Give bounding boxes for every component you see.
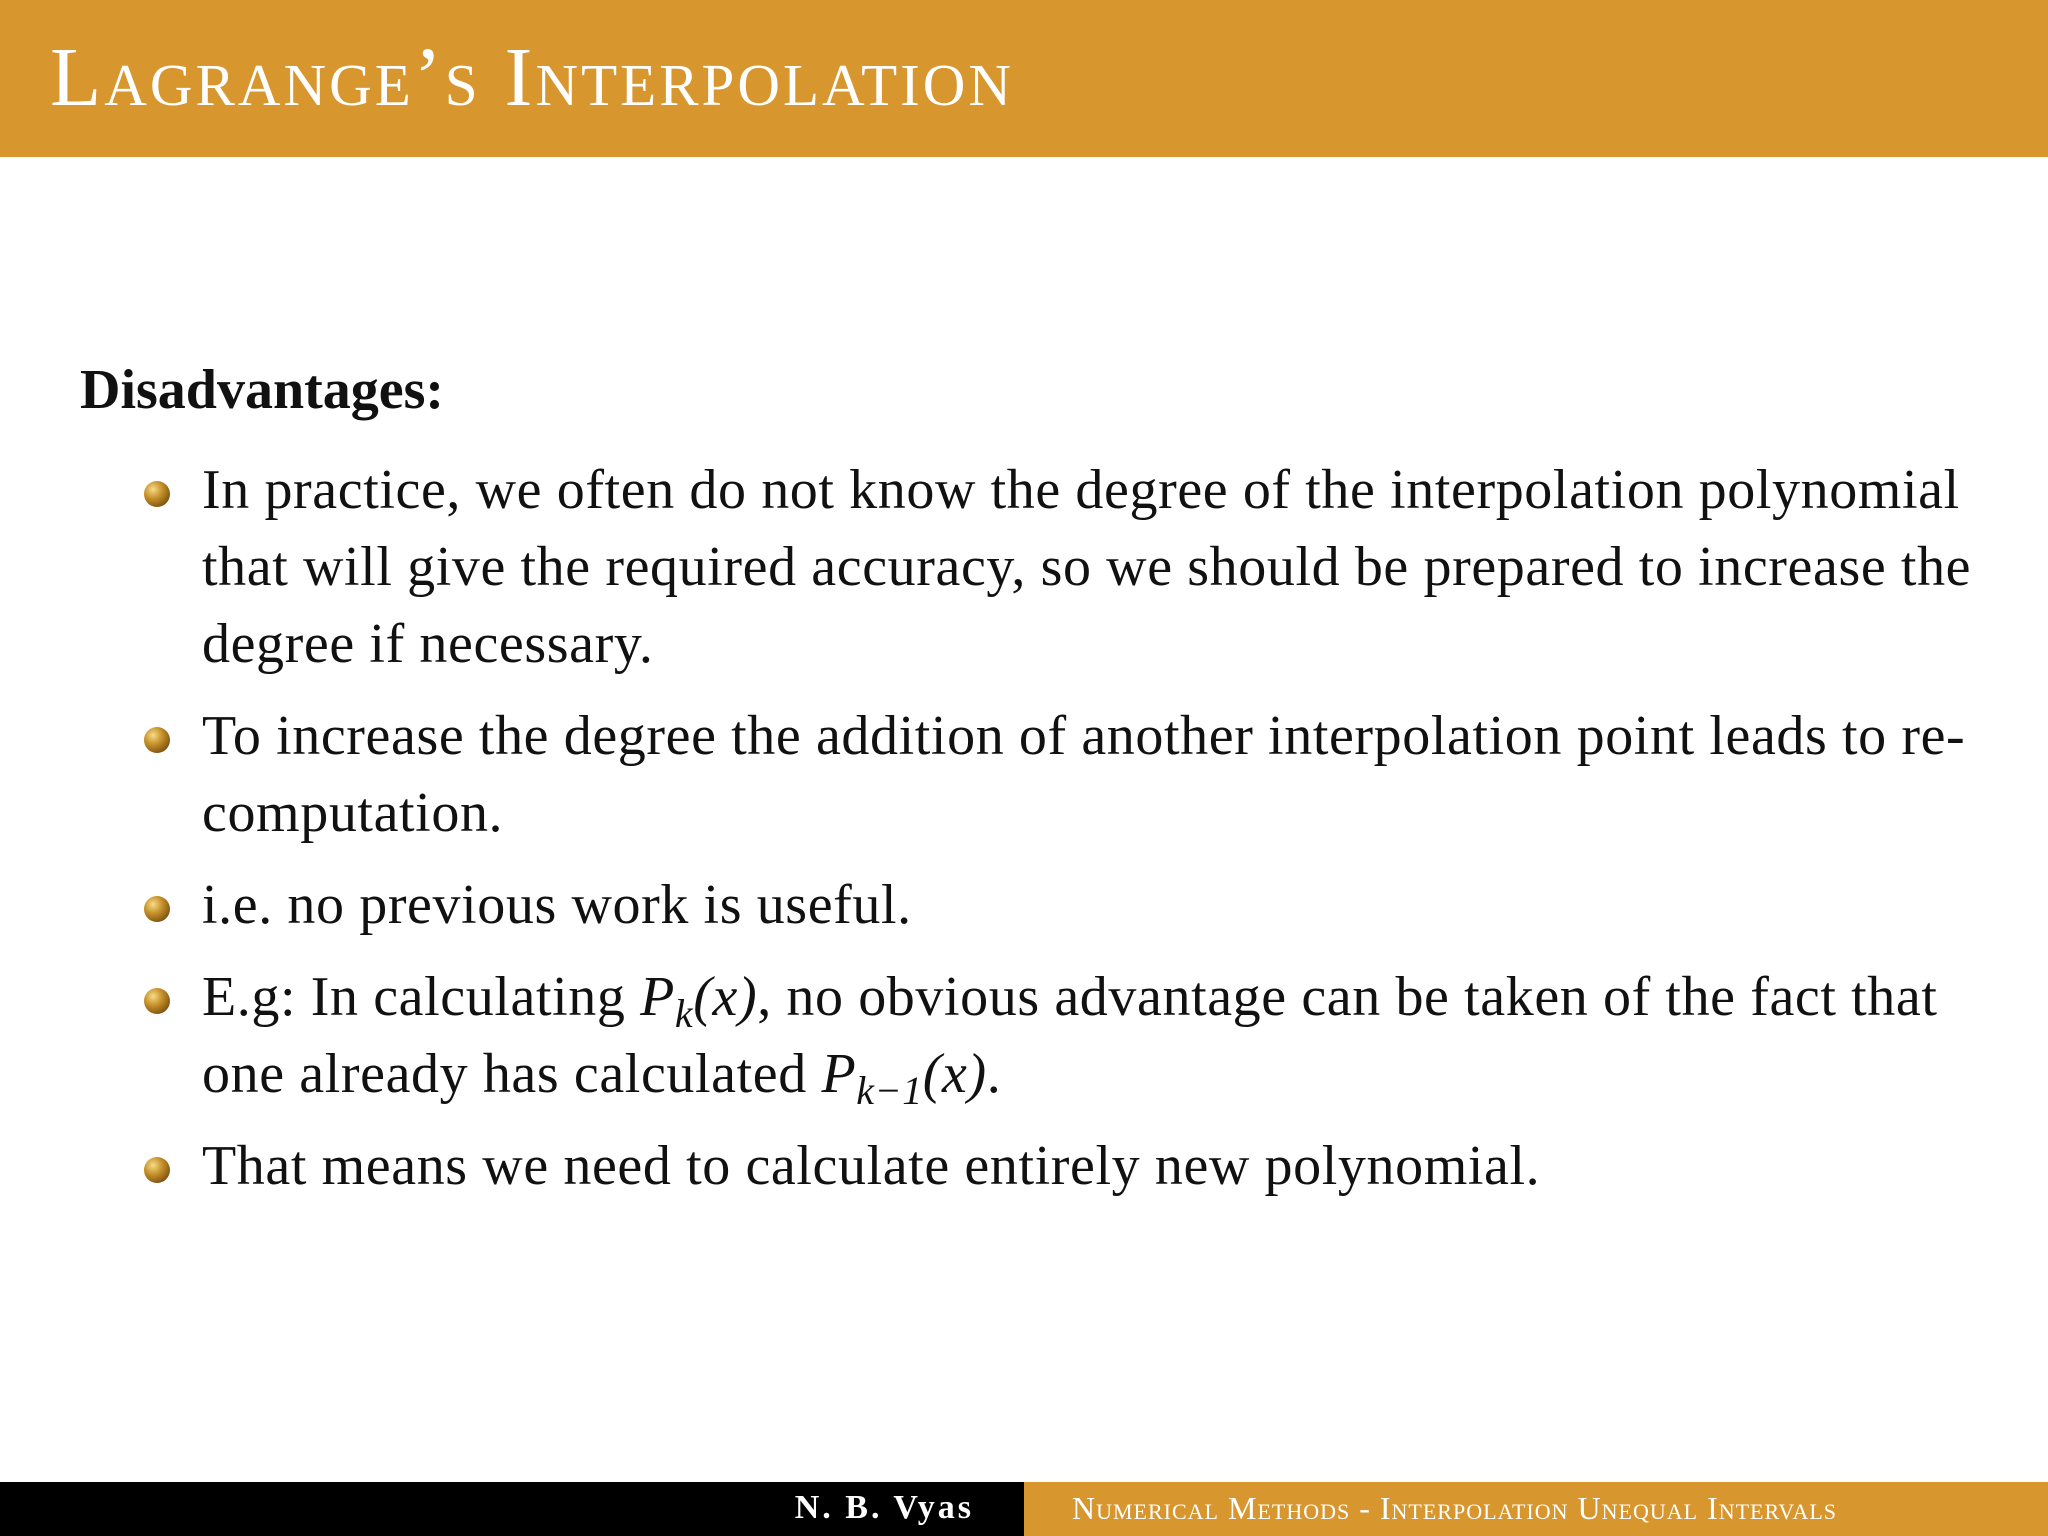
math-subscript: k — [674, 991, 694, 1036]
slide-footer — [0, 1482, 2048, 1536]
bullet-text: In practice, we often do not know the degree of the interpolation polynomial that will give the required accuracy, so we should be prepared to increase the degree if necessary. — [202, 459, 1972, 675]
bullet-item-1 — [0, 452, 2002, 683]
bullet-text-after: . — [986, 1043, 1002, 1105]
slide-header — [0, 0, 2048, 157]
math-pk-minus-1-of-x — [821, 1043, 987, 1113]
bullet-item-2 — [0, 698, 2002, 852]
math-base: P — [640, 966, 675, 1028]
bullet-list — [0, 452, 2048, 1220]
bullet-ball-icon — [144, 988, 170, 1014]
bullet-item-5 — [0, 1128, 2002, 1205]
footer-course-panel — [1024, 1482, 2048, 1536]
bullet-ball-icon — [144, 727, 170, 753]
slide-title: Lagrange’s Interpolation — [50, 31, 1014, 124]
math-subscript: k−1 — [856, 1068, 923, 1113]
bullet-ball-icon — [144, 1157, 170, 1183]
bullet-ball-icon — [144, 481, 170, 507]
bullet-text: To increase the degree the addition of another interpolation point leads to re-computation. — [202, 705, 1966, 844]
math-argument: (x) — [922, 1043, 987, 1105]
bullet-item-3 — [0, 867, 2002, 944]
footer-author: N. B. Vyas — [794, 1489, 974, 1526]
bullet-ball-icon — [144, 896, 170, 922]
footer-course-title: Numerical Methods - Interpolation Unequal Intervals — [1072, 1490, 1838, 1526]
math-pk-of-x — [640, 966, 758, 1036]
math-argument: (x) — [693, 966, 758, 1028]
footer-author-panel — [0, 1482, 1024, 1536]
section-heading: Disadvantages: — [80, 359, 445, 421]
bullet-text: i.e. no previous work is useful. — [202, 874, 912, 936]
bullet-item-4 — [0, 959, 2002, 1113]
bullet-text-before: E.g: In calculating — [202, 966, 641, 1028]
bullet-text-middle: , no obvious advantage can be taken of the fact that one already has calculated — [202, 966, 1938, 1105]
math-base: P — [821, 1043, 857, 1105]
bullet-text: That means we need to calculate entirely new polynomial. — [202, 1135, 1541, 1197]
